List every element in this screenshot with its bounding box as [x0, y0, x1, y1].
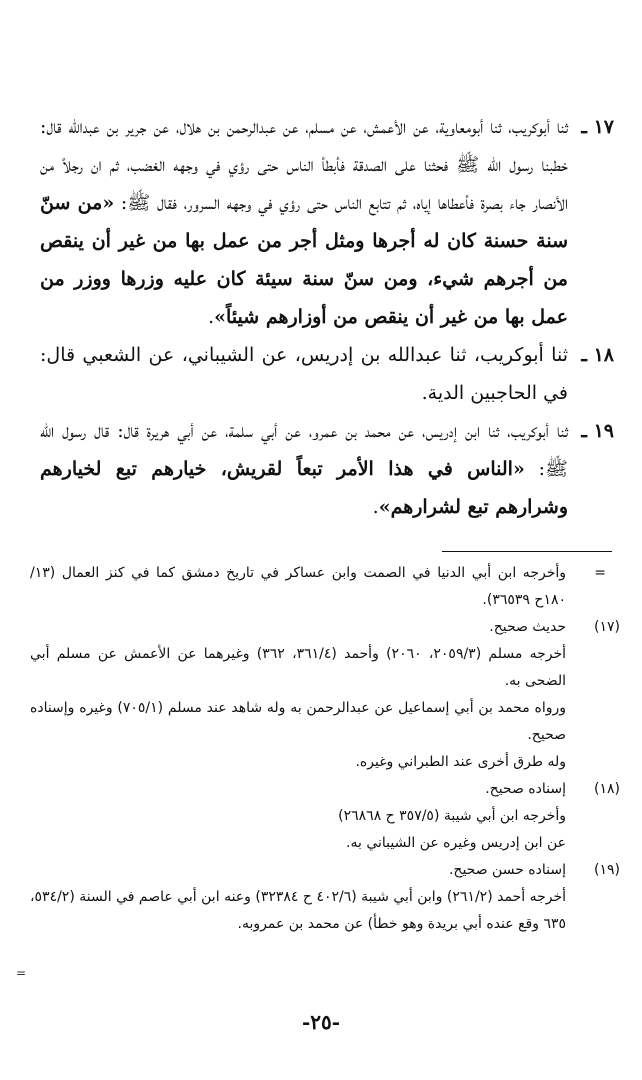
footnote-line: وأخرجه ابن أبي الدنيا في الصمت وابن عساكر في تاريخ دمشق كما في كنز العمال (١٣/ ١٨٠ح ٣٦٥٣٩).: [30, 565, 566, 608]
footnote-17: [30, 614, 620, 776]
footnote-18: [30, 776, 620, 857]
hadith-end: .: [208, 306, 215, 328]
footnote-line: وله طرق أخرى عند الطبراني وغيره.: [355, 754, 566, 770]
hadith-18: [40, 336, 614, 412]
hadith-17: [40, 108, 614, 336]
hadith-number: ١٩ ـ: [581, 420, 614, 442]
footnote-line: أخرجه مسلم (٢٠٥٩/٣، ٢٠٦٠) وأحمد (٣٦١/٤، ٣٦٢) وغيرهما عن الأعمش عن مسلم أبي الضحى به.: [30, 646, 567, 689]
footnote-line: ورواه محمد بن أبي إسماعيل عن عبدالرحمن به وله شاهد عند مسلم (٧٠٥/١) وغيره وإسناده صحيح.: [30, 700, 566, 743]
continuation-marker: =: [594, 565, 606, 581]
footnote-grade: إسناده حسن صحيح.: [448, 862, 566, 878]
hadith-19: [40, 412, 614, 526]
footnote-line: وأخرجه ابن أبي شيبة (٣٥٧/٥ ح ٢٦٨٦٨): [338, 808, 566, 824]
footnote-number: (١٩): [594, 862, 620, 878]
hadith-matn: «من سنّ سنة حسنة كان له أجرها ومثل أجر من عمل بها من غير أن ينقص من أجرهم شيء، ومن سنّ سنة سيئة كان عليه وزرها ووزر من عمل بها من غير أن ينقص من أوزارهم شيئاً»: [40, 192, 568, 328]
page-number: -٢٥-: [301, 1010, 341, 1034]
hadith-isnad: ثنا أبوكريب، ثنا عبدالله بن إدريس، عن الشيباني، عن الشعبي قال: في الحاجبين الدية.: [40, 344, 568, 404]
footnote-number: (١٧): [594, 619, 620, 635]
hadith-end: .: [372, 496, 379, 518]
hadith-isnad: ثنا أبوكريب، ثنا أبومعاوية، عن الأعمش، عن مسلم، عن عبدالرحمن بن هلال، عن جرير بن عبدالله قال: خطبنا رسول الله ﷺ فحثنا على الصدقة فأبطأ الناس حتى رؤي في وجهه الغضب، ثم ان رجلاً من الأنصار جاء بصرة فأعطاها إياه، ثم تتابع الناس حتى رؤي في وجهه السرور، فقال ﷺ:: [40, 116, 569, 214]
hadith-number: ١٨ ـ: [581, 344, 614, 366]
footnote-grade: حديث صحيح.: [489, 619, 566, 635]
hadith-number: ١٧ ـ: [581, 116, 614, 138]
margin-mark: =: [16, 966, 27, 980]
footnote-separator: [442, 551, 612, 552]
footnote-continuation: [30, 560, 620, 614]
footnote-number: (١٨): [594, 781, 620, 797]
footnote-line: أخرجه أحمد (٢٦١/٢) وابن أبي شيبة (٤٠٢/٦ ح ٣٢٣٨٤) وعنه ابن أبي عاصم في السنة (٥٣٤/٢، ٦٣٥ وقع عنده أبي بريدة وهو خطأ) عن محمد بن عمروبه.: [30, 889, 567, 932]
footnote-19: [30, 857, 620, 938]
footnote-grade: إسناده صحيح.: [485, 781, 566, 797]
hadith-matn: «الناس في هذا الأمر تبعاً لقريش، خيارهم تبع لخيارهم وشرارهم تبع لشرارهم»: [40, 458, 568, 518]
footnote-line: عن ابن إدريس وغيره عن الشيباني به.: [346, 835, 566, 851]
hadith-isnad: ثنا أبوكريب، ثنا ابن إدريس، عن محمد بن عمرو، عن أبي سلمة، عن أبي هريرة قال: قال رسول الله ﷺ:: [40, 420, 568, 480]
hadith-text-block: [40, 108, 614, 526]
footnotes: [16, 560, 620, 980]
